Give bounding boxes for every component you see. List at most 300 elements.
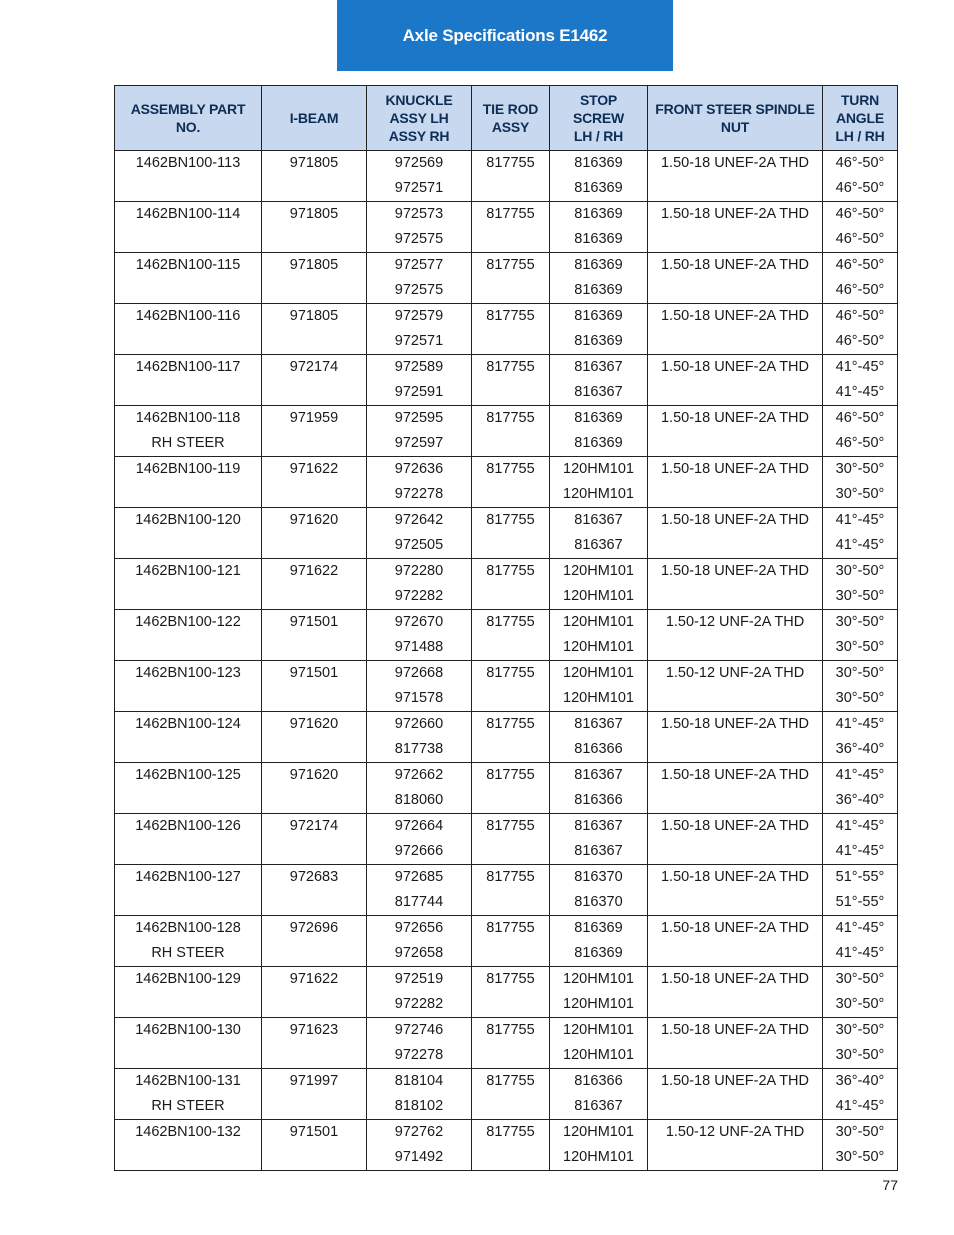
knuckle-cell: 972685 <box>367 865 472 891</box>
header-line: FRONT STEER SPINDLE <box>655 101 815 117</box>
ibeam-cell <box>262 635 367 661</box>
stop-screw-cell: 816367 <box>550 533 648 559</box>
knuckle-cell: 972579 <box>367 304 472 330</box>
tie-rod-cell: 817755 <box>472 661 550 687</box>
stop-screw-cell: 120HM101 <box>550 559 648 585</box>
table-body <box>115 151 898 1171</box>
spindle-nut-cell <box>648 533 823 559</box>
table-row <box>115 992 898 1018</box>
table-row <box>115 814 898 840</box>
assembly-part-cell <box>115 278 262 304</box>
assembly-part-cell: RH STEER <box>115 1094 262 1120</box>
spindle-nut-cell: 1.50-18 UNEF-2A THD <box>648 508 823 534</box>
assembly-part-header <box>115 86 262 151</box>
table-row <box>115 712 898 738</box>
table-row <box>115 686 898 712</box>
turn-angle-cell: 46°-50° <box>823 176 898 202</box>
spindle-nut-cell: 1.50-18 UNEF-2A THD <box>648 151 823 177</box>
spindle-nut-cell <box>648 890 823 916</box>
stop-screw-cell: 120HM101 <box>550 661 648 687</box>
ibeam-cell: 972696 <box>262 916 367 942</box>
tie-rod-cell: 817755 <box>472 967 550 993</box>
tie-rod-cell: 817755 <box>472 253 550 279</box>
knuckle-cell: 817744 <box>367 890 472 916</box>
table-row <box>115 1069 898 1095</box>
tie-rod-cell <box>472 788 550 814</box>
ibeam-cell <box>262 329 367 355</box>
table-row <box>115 278 898 304</box>
knuckle-cell: 972664 <box>367 814 472 840</box>
stop-screw-cell: 816366 <box>550 788 648 814</box>
header-line: TIE ROD <box>482 101 539 117</box>
spindle-nut-cell <box>648 788 823 814</box>
spindle-nut-cell: 1.50-12 UNF-2A THD <box>648 661 823 687</box>
ibeam-cell <box>262 941 367 967</box>
turn-angle-cell: 41°-45° <box>823 763 898 789</box>
tie-rod-cell <box>472 227 550 253</box>
ibeam-cell: 971623 <box>262 1018 367 1044</box>
table-row <box>115 559 898 585</box>
turn-angle-cell: 46°-50° <box>823 431 898 457</box>
stop-screw-cell: 816370 <box>550 865 648 891</box>
header-line: ASSY RH <box>388 128 450 144</box>
tie-rod-cell: 817755 <box>472 406 550 432</box>
tie-rod-cell: 817755 <box>472 151 550 177</box>
knuckle-cell: 972571 <box>367 176 472 202</box>
stop-screw-cell: 816369 <box>550 941 648 967</box>
tie-rod-cell: 817755 <box>472 1069 550 1095</box>
stop-screw-cell: 120HM101 <box>550 1018 648 1044</box>
ibeam-cell: 971622 <box>262 457 367 483</box>
stop-screw-cell: 816369 <box>550 151 648 177</box>
knuckle-cell: 972505 <box>367 533 472 559</box>
assembly-part-cell <box>115 227 262 253</box>
table-row <box>115 1145 898 1171</box>
turn-angle-cell: 30°-50° <box>823 610 898 636</box>
header-line: ASSEMBLY PART <box>130 101 246 117</box>
turn-angle-cell: 41°-45° <box>823 814 898 840</box>
spindle-nut-cell <box>648 1043 823 1069</box>
assembly-part-cell <box>115 482 262 508</box>
table-row <box>115 176 898 202</box>
spindle-nut-cell <box>648 1094 823 1120</box>
tie-rod-cell <box>472 176 550 202</box>
tie-rod-cell: 817755 <box>472 1120 550 1146</box>
turn-angle-cell: 36°-40° <box>823 737 898 763</box>
table-row <box>115 304 898 330</box>
stop-screw-cell: 120HM101 <box>550 457 648 483</box>
header-line: NUT <box>720 119 750 135</box>
turn-angle-cell: 51°-55° <box>823 865 898 891</box>
table-row <box>115 1018 898 1044</box>
knuckle-cell: 972573 <box>367 202 472 228</box>
tie-rod-cell <box>472 584 550 610</box>
turn-angle-cell: 30°-50° <box>823 967 898 993</box>
knuckle-cell: 971578 <box>367 686 472 712</box>
knuckle-cell: 972280 <box>367 559 472 585</box>
assembly-part-cell: RH STEER <box>115 431 262 457</box>
knuckle-cell: 817738 <box>367 737 472 763</box>
header-line: STOP SCREW <box>572 92 625 126</box>
stop-screw-cell: 120HM101 <box>550 584 648 610</box>
turn-angle-cell: 30°-50° <box>823 457 898 483</box>
knuckle-cell: 971492 <box>367 1145 472 1171</box>
turn-angle-cell: 46°-50° <box>823 304 898 330</box>
spindle-nut-cell <box>648 380 823 406</box>
spindle-nut-cell: 1.50-18 UNEF-2A THD <box>648 355 823 381</box>
tie-rod-cell: 817755 <box>472 457 550 483</box>
table-row <box>115 380 898 406</box>
stop-screw-cell: 816367 <box>550 712 648 738</box>
section-title: Axle Specifications E1462 <box>402 25 608 45</box>
table-row <box>115 431 898 457</box>
ibeam-cell: 971501 <box>262 661 367 687</box>
knuckle-cell: 972569 <box>367 151 472 177</box>
knuckle-cell: 972642 <box>367 508 472 534</box>
stop-screw-cell: 816369 <box>550 253 648 279</box>
assembly-part-cell <box>115 1043 262 1069</box>
assembly-part-cell: 1462BN100-117 <box>115 355 262 381</box>
assembly-part-cell: 1462BN100-125 <box>115 763 262 789</box>
assembly-part-cell <box>115 686 262 712</box>
stop-screw-cell: 816369 <box>550 304 648 330</box>
table-row <box>115 151 898 177</box>
knuckle-cell: 972666 <box>367 839 472 865</box>
spindle-nut-cell: 1.50-18 UNEF-2A THD <box>648 253 823 279</box>
tie-rod-cell: 817755 <box>472 712 550 738</box>
knuckle-header <box>367 86 472 151</box>
table-row <box>115 508 898 534</box>
ibeam-cell: 971620 <box>262 508 367 534</box>
turn-angle-cell: 41°-45° <box>823 380 898 406</box>
stop-screw-cell: 120HM101 <box>550 686 648 712</box>
table-row <box>115 406 898 432</box>
assembly-part-cell: 1462BN100-130 <box>115 1018 262 1044</box>
knuckle-cell: 971488 <box>367 635 472 661</box>
tie-rod-cell: 817755 <box>472 610 550 636</box>
ibeam-cell <box>262 890 367 916</box>
header-line: ANGLE <box>835 110 884 126</box>
assembly-part-cell <box>115 176 262 202</box>
stop-screw-cell: 816369 <box>550 227 648 253</box>
header-line: LH / RH <box>835 128 885 144</box>
ibeam-cell <box>262 737 367 763</box>
spindle-nut-cell: 1.50-18 UNEF-2A THD <box>648 202 823 228</box>
tie-rod-cell <box>472 941 550 967</box>
knuckle-cell: 972591 <box>367 380 472 406</box>
spindle-nut-cell: 1.50-18 UNEF-2A THD <box>648 1069 823 1095</box>
axle-spec-table <box>114 85 898 1171</box>
ibeam-cell: 971622 <box>262 559 367 585</box>
ibeam-cell: 971620 <box>262 763 367 789</box>
header-line: NO. <box>175 119 201 135</box>
tie-rod-cell: 817755 <box>472 916 550 942</box>
tie-rod-cell: 817755 <box>472 508 550 534</box>
turn-angle-cell: 41°-45° <box>823 839 898 865</box>
tie-rod-cell <box>472 380 550 406</box>
tie-rod-cell <box>472 329 550 355</box>
table-row <box>115 763 898 789</box>
spindle-nut-cell: 1.50-18 UNEF-2A THD <box>648 457 823 483</box>
assembly-part-cell: 1462BN100-118 <box>115 406 262 432</box>
turn-angle-cell: 46°-50° <box>823 202 898 228</box>
ibeam-cell <box>262 788 367 814</box>
assembly-part-cell <box>115 584 262 610</box>
ibeam-cell <box>262 227 367 253</box>
turn-angle-cell: 36°-40° <box>823 788 898 814</box>
spindle-nut-cell <box>648 839 823 865</box>
header-line: ASSY LH <box>389 110 449 126</box>
spindle-nut-cell <box>648 635 823 661</box>
tie-rod-cell: 817755 <box>472 865 550 891</box>
table-row <box>115 737 898 763</box>
tie-rod-cell: 817755 <box>472 763 550 789</box>
stop-screw-cell: 120HM101 <box>550 1120 648 1146</box>
assembly-part-cell: 1462BN100-123 <box>115 661 262 687</box>
spindle-nut-cell <box>648 584 823 610</box>
knuckle-cell: 972595 <box>367 406 472 432</box>
ibeam-cell: 971805 <box>262 253 367 279</box>
stop-screw-cell: 816367 <box>550 814 648 840</box>
ibeam-cell: 971805 <box>262 304 367 330</box>
tie-rod-cell <box>472 890 550 916</box>
ibeam-cell <box>262 482 367 508</box>
ibeam-cell <box>262 533 367 559</box>
table-row <box>115 635 898 661</box>
tie-rod-cell <box>472 533 550 559</box>
spindle-nut-cell: 1.50-18 UNEF-2A THD <box>648 559 823 585</box>
page-number: 77 <box>882 1177 898 1193</box>
stop-screw-cell: 816366 <box>550 737 648 763</box>
assembly-part-cell: 1462BN100-115 <box>115 253 262 279</box>
stop-screw-cell: 816369 <box>550 202 648 228</box>
knuckle-cell: 972670 <box>367 610 472 636</box>
table-row <box>115 533 898 559</box>
ibeam-cell <box>262 1094 367 1120</box>
assembly-part-cell <box>115 329 262 355</box>
assembly-part-cell: 1462BN100-127 <box>115 865 262 891</box>
ibeam-cell: 971620 <box>262 712 367 738</box>
stop-screw-cell: 120HM101 <box>550 610 648 636</box>
assembly-part-cell: 1462BN100-114 <box>115 202 262 228</box>
assembly-part-cell: 1462BN100-124 <box>115 712 262 738</box>
table-row <box>115 610 898 636</box>
turn-angle-cell: 30°-50° <box>823 635 898 661</box>
stop-screw-cell: 816367 <box>550 355 648 381</box>
assembly-part-cell: 1462BN100-129 <box>115 967 262 993</box>
turn-angle-cell: 36°-40° <box>823 1069 898 1095</box>
assembly-part-cell: 1462BN100-113 <box>115 151 262 177</box>
spindle-nut-header <box>648 86 823 151</box>
spindle-nut-cell: 1.50-18 UNEF-2A THD <box>648 763 823 789</box>
spindle-nut-cell: 1.50-18 UNEF-2A THD <box>648 1018 823 1044</box>
knuckle-cell: 972278 <box>367 482 472 508</box>
assembly-part-cell: 1462BN100-131 <box>115 1069 262 1095</box>
stop-screw-cell: 816370 <box>550 890 648 916</box>
spindle-nut-cell: 1.50-18 UNEF-2A THD <box>648 967 823 993</box>
turn-angle-header <box>823 86 898 151</box>
table-row <box>115 941 898 967</box>
ibeam-cell <box>262 839 367 865</box>
assembly-part-cell <box>115 380 262 406</box>
ibeam-cell: 971805 <box>262 151 367 177</box>
table-row <box>115 916 898 942</box>
table-row <box>115 253 898 279</box>
spindle-nut-cell: 1.50-18 UNEF-2A THD <box>648 712 823 738</box>
turn-angle-cell: 30°-50° <box>823 1043 898 1069</box>
ibeam-cell <box>262 992 367 1018</box>
tie-rod-cell <box>472 482 550 508</box>
stop-screw-cell: 120HM101 <box>550 992 648 1018</box>
knuckle-cell: 972746 <box>367 1018 472 1044</box>
assembly-part-cell: 1462BN100-120 <box>115 508 262 534</box>
spindle-nut-cell <box>648 176 823 202</box>
spindle-nut-cell: 1.50-18 UNEF-2A THD <box>648 865 823 891</box>
knuckle-cell: 972589 <box>367 355 472 381</box>
ibeam-cell <box>262 686 367 712</box>
spindle-nut-cell <box>648 329 823 355</box>
spindle-nut-cell <box>648 431 823 457</box>
tie-rod-cell <box>472 737 550 763</box>
tie-rod-cell <box>472 1094 550 1120</box>
stop-screw-cell: 120HM101 <box>550 635 648 661</box>
header-line: KNUCKLE <box>385 92 453 108</box>
stop-screw-cell: 816367 <box>550 763 648 789</box>
assembly-part-cell: 1462BN100-126 <box>115 814 262 840</box>
knuckle-cell: 972597 <box>367 431 472 457</box>
turn-angle-cell: 51°-55° <box>823 890 898 916</box>
knuckle-cell: 818104 <box>367 1069 472 1095</box>
knuckle-cell: 972571 <box>367 329 472 355</box>
spindle-nut-cell: 1.50-18 UNEF-2A THD <box>648 406 823 432</box>
tie-rod-cell: 817755 <box>472 1018 550 1044</box>
table-row <box>115 865 898 891</box>
stop-screw-cell: 816367 <box>550 839 648 865</box>
assembly-part-cell <box>115 992 262 1018</box>
spindle-nut-cell: 1.50-18 UNEF-2A THD <box>648 916 823 942</box>
table-row <box>115 1043 898 1069</box>
knuckle-cell: 818060 <box>367 788 472 814</box>
knuckle-cell: 972519 <box>367 967 472 993</box>
turn-angle-cell: 41°-45° <box>823 355 898 381</box>
ibeam-cell: 972174 <box>262 814 367 840</box>
knuckle-cell: 972577 <box>367 253 472 279</box>
header-line: LH / RH <box>573 128 624 144</box>
assembly-part-cell: 1462BN100-132 <box>115 1120 262 1146</box>
spindle-nut-cell <box>648 227 823 253</box>
assembly-part-cell: RH STEER <box>115 941 262 967</box>
stop-screw-cell: 816369 <box>550 278 648 304</box>
table-row <box>115 457 898 483</box>
stop-screw-cell: 816369 <box>550 329 648 355</box>
ibeam-cell <box>262 380 367 406</box>
table-row <box>115 584 898 610</box>
turn-angle-cell: 41°-45° <box>823 533 898 559</box>
ibeam-cell: 972174 <box>262 355 367 381</box>
spindle-nut-cell <box>648 1145 823 1171</box>
knuckle-cell: 972656 <box>367 916 472 942</box>
table-row <box>115 890 898 916</box>
tie-rod-cell <box>472 635 550 661</box>
tie-rod-cell <box>472 992 550 1018</box>
turn-angle-cell: 46°-50° <box>823 329 898 355</box>
assembly-part-cell <box>115 1145 262 1171</box>
knuckle-cell: 972575 <box>367 278 472 304</box>
tie-rod-cell: 817755 <box>472 814 550 840</box>
tie-rod-header <box>472 86 550 151</box>
tie-rod-cell <box>472 1145 550 1171</box>
ibeam-header <box>262 86 367 151</box>
assembly-part-cell: 1462BN100-121 <box>115 559 262 585</box>
table-row <box>115 1094 898 1120</box>
turn-angle-cell: 41°-45° <box>823 941 898 967</box>
assembly-part-cell <box>115 737 262 763</box>
turn-angle-cell: 30°-50° <box>823 992 898 1018</box>
stop-screw-cell: 816369 <box>550 916 648 942</box>
spindle-nut-cell: 1.50-12 UNF-2A THD <box>648 1120 823 1146</box>
turn-angle-cell: 30°-50° <box>823 584 898 610</box>
spindle-nut-cell <box>648 941 823 967</box>
ibeam-cell: 971805 <box>262 202 367 228</box>
assembly-part-cell <box>115 839 262 865</box>
table-row <box>115 788 898 814</box>
table-row <box>115 967 898 993</box>
table-row <box>115 839 898 865</box>
ibeam-cell <box>262 584 367 610</box>
tie-rod-cell <box>472 431 550 457</box>
spindle-nut-cell <box>648 686 823 712</box>
ibeam-cell <box>262 176 367 202</box>
stop-screw-cell: 120HM101 <box>550 482 648 508</box>
tie-rod-cell: 817755 <box>472 559 550 585</box>
stop-screw-cell: 816366 <box>550 1069 648 1095</box>
knuckle-cell: 972278 <box>367 1043 472 1069</box>
section-title-tab <box>337 0 673 71</box>
ibeam-cell <box>262 431 367 457</box>
spindle-nut-cell <box>648 737 823 763</box>
ibeam-cell: 971959 <box>262 406 367 432</box>
ibeam-cell: 971622 <box>262 967 367 993</box>
tie-rod-cell <box>472 278 550 304</box>
stop-screw-cell: 816367 <box>550 508 648 534</box>
turn-angle-cell: 30°-50° <box>823 661 898 687</box>
turn-angle-cell: 41°-45° <box>823 508 898 534</box>
knuckle-cell: 972658 <box>367 941 472 967</box>
tie-rod-cell <box>472 839 550 865</box>
knuckle-cell: 972762 <box>367 1120 472 1146</box>
turn-angle-cell: 46°-50° <box>823 151 898 177</box>
stop-screw-cell: 816369 <box>550 406 648 432</box>
ibeam-cell: 971997 <box>262 1069 367 1095</box>
knuckle-cell: 972282 <box>367 992 472 1018</box>
ibeam-cell <box>262 1043 367 1069</box>
assembly-part-cell: 1462BN100-119 <box>115 457 262 483</box>
knuckle-cell: 972282 <box>367 584 472 610</box>
ibeam-cell: 971501 <box>262 610 367 636</box>
knuckle-cell: 818102 <box>367 1094 472 1120</box>
table-row <box>115 227 898 253</box>
ibeam-cell <box>262 278 367 304</box>
turn-angle-cell: 41°-45° <box>823 1094 898 1120</box>
turn-angle-cell: 30°-50° <box>823 1145 898 1171</box>
assembly-part-cell <box>115 890 262 916</box>
table-header-row <box>115 86 898 151</box>
spindle-nut-cell <box>648 992 823 1018</box>
spindle-nut-cell <box>648 482 823 508</box>
table-row <box>115 1120 898 1146</box>
assembly-part-cell: 1462BN100-122 <box>115 610 262 636</box>
spindle-nut-cell <box>648 278 823 304</box>
